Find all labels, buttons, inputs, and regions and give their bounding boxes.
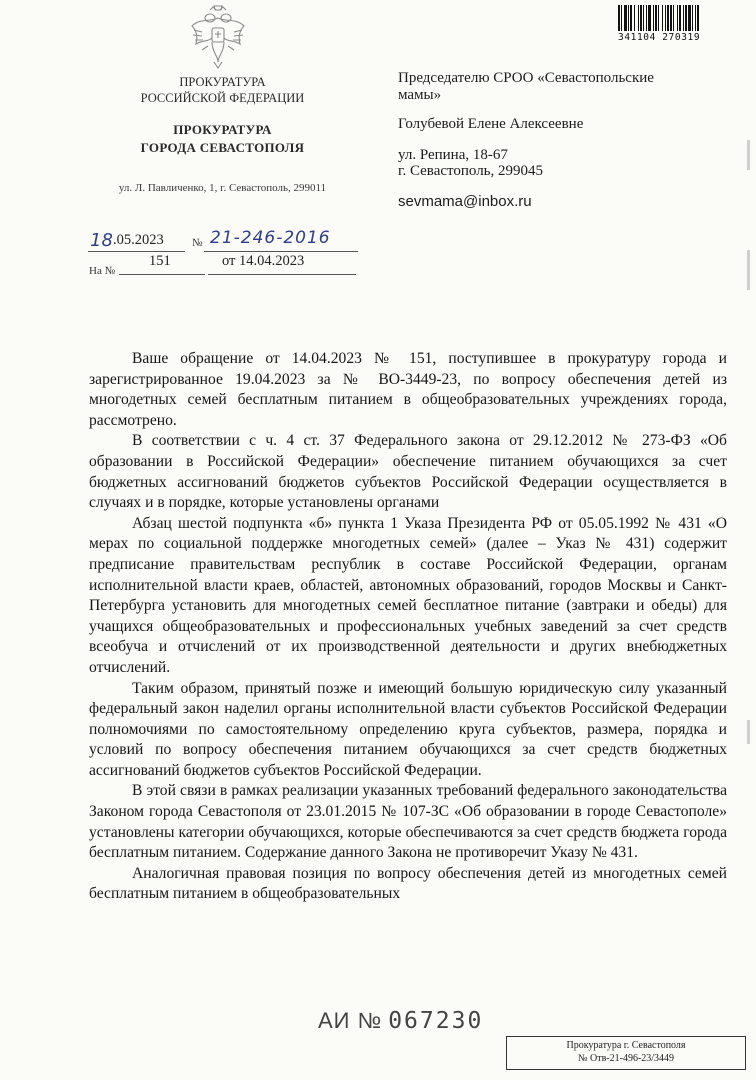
org-line-2: РОССИЙСКОЙ ФЕДЕРАЦИИ: [140, 91, 305, 105]
org-name: [90, 74, 355, 106]
series-label: АИ №: [318, 1008, 383, 1033]
recipient-street: ул. Репина, 18-67: [398, 147, 508, 163]
form-series: [318, 1008, 483, 1034]
barcode-bars: [618, 5, 746, 31]
scan-edge-mark: [747, 140, 750, 170]
dept-line-2: ГОРОДА СЕВАСТОПОЛЯ: [140, 140, 305, 155]
paragraph: Аналогичная правовая позиция по вопросу обеспечения детей из многодетных семей бесплатным питанием в общеобразовательных: [89, 864, 727, 903]
dept-name: [90, 121, 355, 157]
ref-number: 151: [149, 253, 171, 269]
scan-edge-mark: [747, 720, 750, 744]
registration-stamp: [506, 1036, 746, 1070]
barcode-bar: [697, 5, 699, 31]
stamp-line-2: № Отв-21-496-23/3449: [577, 1053, 675, 1064]
scan-edge-mark: [747, 250, 750, 290]
org-line-1: ПРОКУРАТУРА: [179, 75, 266, 89]
paragraph: Абзац шестой подпункта «б» пункта 1 Указа Президента РФ от 05.05.1992 № 431 «О мерах по социальной поддержке многодетных семей» (далее – Указ № 431) содержит предписание правительствам республик в составе Российской Федерации, органам исполнительной власти краев, областей, автономных образований, городов Москвы и Санкт-Петербурга установить для многодетных семей бесплатное питание (завтраки и обеды) для учащихся общеобразовательных и профессиональных учебных заведений за счет средств всеобуча и отчислений от их производственной деятельности и других внебюджетных отчислений.: [89, 514, 727, 676]
date-underline: [88, 251, 185, 252]
ref-date-underline: [208, 274, 356, 275]
date-rest: .05.2023: [113, 232, 164, 248]
org-address: ул. Л. Павличенко, 1, г. Севастополь, 299011: [118, 182, 327, 194]
paragraph: Таким образом, принятый позже и имеющий большую юридическую силу указанный федеральный закон наделил органы исполнительной власти субъектов Российской Федерации полномочиями по самостоятельному определению круга субъектов, размера, порядка и условий по вопросу обеспечения питанием обучающихся за счет средств бюджетных ассигнований бюджетов субъектов Российской Федерации.: [89, 679, 727, 779]
date-day-handwritten: 18: [90, 230, 113, 251]
paragraph: Ваше обращение от 14.04.2023 № 151, поступившее в прокуратуру города и зарегистрированное 19.04.2023 за № ВО-3449-23, по вопросу обеспечения детей из многодетных семей бесплатным питанием в общеобразовательных учреждениях города, рассмотрено.: [89, 350, 727, 429]
double-headed-eagle-emblem-icon: [188, 4, 248, 70]
number-label: №: [192, 237, 203, 249]
letter-body: [89, 349, 727, 905]
barcode-number: 341104 270319: [618, 32, 701, 43]
ref-number-underline: [119, 274, 205, 275]
dept-line-1: ПРОКУРАТУРА: [173, 122, 272, 137]
ref-date: от 14.04.2023: [222, 253, 305, 269]
paragraph: В соответствии с ч. 4 ст. 37 Федерального закона от 29.12.2012 № 273-ФЗ «Об образовании в Российской Федерации» обеспечение питанием обучающихся за счет бюджетных ассигнований бюджетов субъектов Российской Федерации осуществляется в случаях и в порядке, которые установлены органами: [89, 432, 727, 512]
series-number: 067230: [388, 1008, 484, 1034]
recipient-line-2: мамы»: [398, 87, 442, 103]
number-underline: [204, 251, 358, 252]
paragraph: В этой связи в рамках реализации указанных требований федерального законодательства Законом города Севастополя от 23.01.2015 № 107-ЗС «Об образовании в городе Севастополе» установлены категории обучающихся, которые обеспечиваются за счет средств бюджета города бесплатным питанием. Содержание данного Закона не противоречит Указу № 431.: [89, 782, 727, 862]
recipient-line-1: Председателю СРОО «Севастопольские: [398, 70, 654, 86]
barcode: [618, 5, 746, 43]
recipient-city: г. Севастополь, 299045: [398, 163, 544, 179]
number-handwritten: 21-246-2016: [210, 228, 331, 248]
stamp-line-1: Прокуратура г. Севастополя: [566, 1040, 686, 1051]
ref-label: На №: [89, 265, 116, 277]
recipient-name: Голубевой Елене Алексеевне: [398, 116, 584, 132]
recipient-email: sevmama@inbox.ru: [398, 193, 532, 210]
